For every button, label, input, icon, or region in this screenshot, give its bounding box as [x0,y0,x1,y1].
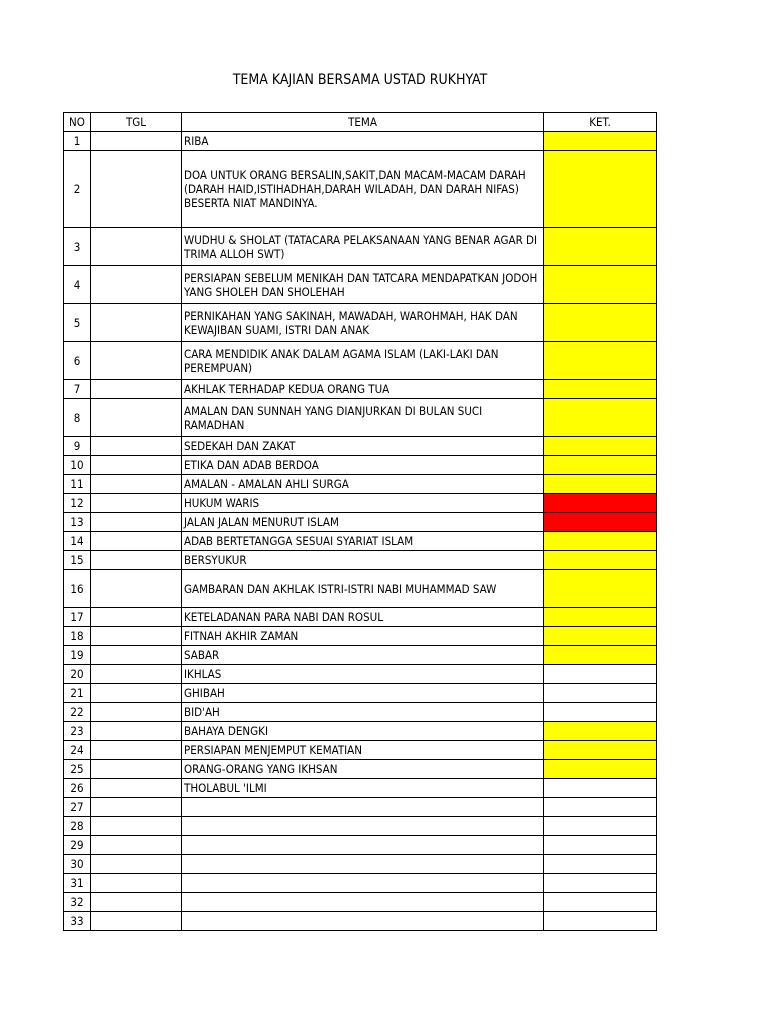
table-row [64,684,657,703]
cell-ket[interactable] [544,912,657,931]
table-row [64,532,657,551]
table-row [64,551,657,570]
cell-tgl[interactable] [91,380,182,399]
cell-tema[interactable]: DOA UNTUK ORANG BERSALIN,SAKIT,DAN MACAM-MACAM DARAH (DARAH HAID,ISTIHADHAH,DARAH WILADAH, DAN DARAH NIFAS) BESERTA NIAT MANDINYA. [182,151,544,228]
cell-tgl[interactable] [91,665,182,684]
cell-tgl[interactable] [91,456,182,475]
cell-tema[interactable] [182,893,544,912]
cell-ket[interactable] [544,798,657,817]
cell-tema[interactable] [182,874,544,893]
cell-ket[interactable] [544,722,657,741]
table-row [64,456,657,475]
table-row [64,817,657,836]
cell-tgl[interactable] [91,132,182,151]
cell-tema[interactable]: BERSYUKUR [182,551,544,570]
cell-no[interactable]: 25 [64,760,91,779]
cell-tgl[interactable] [91,855,182,874]
cell-no[interactable]: 17 [64,608,91,627]
cell-no[interactable]: 19 [64,646,91,665]
cell-tgl[interactable] [91,874,182,893]
cell-no[interactable]: 4 [64,266,91,304]
cell-no[interactable]: 2 [64,151,91,228]
cell-ket[interactable] [544,665,657,684]
cell-no[interactable]: 7 [64,380,91,399]
cell-tgl[interactable] [91,342,182,380]
table-row [64,627,657,646]
cell-tema[interactable] [182,798,544,817]
table-row [64,893,657,912]
table-row [64,741,657,760]
cell-tgl[interactable] [91,722,182,741]
cell-tema[interactable]: CARA MENDIDIK ANAK DALAM AGAMA ISLAM (LAKI-LAKI DAN PEREMPUAN) [182,342,544,380]
cell-tema[interactable]: PERNIKAHAN YANG SAKINAH, MAWADAH, WAROHMAH, HAK DAN KEWAJIBAN SUAMI, ISTRI DAN ANAK [182,304,544,342]
cell-tema[interactable]: ETIKA DAN ADAB BERDOA [182,456,544,475]
cell-no[interactable]: 8 [64,399,91,437]
cell-ket[interactable] [544,266,657,304]
cell-tema[interactable]: ADAB BERTETANGGA SESUAI SYARIAT ISLAM [182,532,544,551]
cell-ket[interactable] [544,817,657,836]
table-row [64,570,657,608]
table-row [64,608,657,627]
cell-ket[interactable] [544,437,657,456]
cell-ket[interactable] [544,855,657,874]
cell-no[interactable]: 11 [64,475,91,494]
cell-tema[interactable]: GAMBARAN DAN AKHLAK ISTRI-ISTRI NABI MUHAMMAD SAW [182,570,544,608]
table-row [64,779,657,798]
cell-tgl[interactable] [91,494,182,513]
table-row [64,722,657,741]
cell-ket[interactable] [544,836,657,855]
table-row [64,513,657,532]
document-title: TEMA KAJIAN BERSAMA USTAD RUKHYAT [232,72,488,88]
cell-ket[interactable] [544,532,657,551]
cell-ket[interactable] [544,779,657,798]
table-row [64,475,657,494]
cell-tema[interactable]: AMALAN - AMALAN AHLI SURGA [182,475,544,494]
cell-tema[interactable]: PERSIAPAN SEBELUM MENIKAH DAN TATCARA MENDAPATKAN JODOH YANG SHOLEH DAN SHOLEHAH [182,266,544,304]
cell-no[interactable]: 20 [64,665,91,684]
cell-tgl[interactable] [91,684,182,703]
cell-no[interactable]: 31 [64,874,91,893]
table-row [64,665,657,684]
table-row [64,151,657,228]
cell-tema[interactable]: GHIBAH [182,684,544,703]
cell-ket[interactable] [544,151,657,228]
cell-no[interactable]: 26 [64,779,91,798]
cell-tgl[interactable] [91,760,182,779]
cell-tgl[interactable] [91,741,182,760]
cell-no[interactable]: 6 [64,342,91,380]
cell-tgl[interactable] [91,798,182,817]
table-row [64,132,657,151]
cell-tgl[interactable] [91,817,182,836]
cell-no[interactable]: 9 [64,437,91,456]
cell-tema[interactable] [182,836,544,855]
cell-no[interactable]: 33 [64,912,91,931]
cell-no[interactable]: 30 [64,855,91,874]
table-row [64,912,657,931]
cell-no[interactable]: 32 [64,893,91,912]
table-row [64,760,657,779]
cell-ket[interactable] [544,494,657,513]
table-row [64,494,657,513]
cell-ket[interactable] [544,608,657,627]
cell-tgl[interactable] [91,570,182,608]
table-row [64,380,657,399]
cell-ket[interactable] [544,304,657,342]
cell-tema[interactable]: IKHLAS [182,665,544,684]
cell-no[interactable]: 18 [64,627,91,646]
header-tgl: TGL [91,113,182,132]
cell-tgl[interactable] [91,437,182,456]
cell-no[interactable]: 23 [64,722,91,741]
cell-ket[interactable] [544,456,657,475]
cell-no[interactable]: 29 [64,836,91,855]
table-row [64,342,657,380]
cell-tema[interactable]: ORANG-ORANG YANG IKHSAN [182,760,544,779]
cell-ket[interactable] [544,399,657,437]
cell-tema[interactable]: PERSIAPAN MENJEMPUT KEMATIAN [182,741,544,760]
cell-ket[interactable] [544,760,657,779]
cell-ket[interactable] [544,132,657,151]
cell-ket[interactable] [544,513,657,532]
cell-tema[interactable]: SEDEKAH DAN ZAKAT [182,437,544,456]
cell-ket[interactable] [544,342,657,380]
cell-tema[interactable]: HUKUM WARIS [182,494,544,513]
cell-tgl[interactable] [91,836,182,855]
cell-tgl[interactable] [91,151,182,228]
header-no: NO [64,113,91,132]
cell-ket[interactable] [544,627,657,646]
cell-tema[interactable]: RIBA [182,132,544,151]
cell-tgl[interactable] [91,779,182,798]
cell-tema[interactable]: BAHAYA DENGKI [182,722,544,741]
table-body [64,132,657,931]
table-row [64,304,657,342]
table-row [64,798,657,817]
cell-no[interactable]: 28 [64,817,91,836]
cell-no[interactable]: 27 [64,798,91,817]
cell-ket[interactable] [544,475,657,494]
cell-tema[interactable]: AKHLAK TERHADAP KEDUA ORANG TUA [182,380,544,399]
cell-no[interactable]: 5 [64,304,91,342]
cell-tgl[interactable] [91,608,182,627]
cell-tema[interactable]: WUDHU & SHOLAT (TATACARA PELAKSANAAN YANG BENAR AGAR DI TRIMA ALLOH SWT) [182,228,544,266]
cell-ket[interactable] [544,380,657,399]
table-row [64,703,657,722]
cell-ket[interactable] [544,874,657,893]
cell-ket[interactable] [544,893,657,912]
table-row [64,437,657,456]
cell-tgl[interactable] [91,627,182,646]
table-row [64,646,657,665]
table-row [64,399,657,437]
cell-tgl[interactable] [91,304,182,342]
cell-tgl[interactable] [91,399,182,437]
cell-tgl[interactable] [91,703,182,722]
table-row [64,266,657,304]
cell-tgl[interactable] [91,475,182,494]
header-row [64,113,657,132]
table-row [64,855,657,874]
cell-tgl[interactable] [91,551,182,570]
cell-tema[interactable]: AMALAN DAN SUNNAH YANG DIANJURKAN DI BULAN SUCI RAMADHAN [182,399,544,437]
cell-tgl[interactable] [91,266,182,304]
cell-ket[interactable] [544,684,657,703]
cell-no[interactable]: 10 [64,456,91,475]
cell-tgl[interactable] [91,646,182,665]
cell-no[interactable]: 21 [64,684,91,703]
cell-ket[interactable] [544,228,657,266]
cell-tema[interactable]: SABAR [182,646,544,665]
cell-tema[interactable]: BID'AH [182,703,544,722]
cell-no[interactable]: 12 [64,494,91,513]
cell-tgl[interactable] [91,893,182,912]
table-row [64,874,657,893]
cell-tema[interactable] [182,817,544,836]
cell-tema[interactable]: JALAN JALAN MENURUT ISLAM [182,513,544,532]
cell-no[interactable]: 22 [64,703,91,722]
cell-ket[interactable] [544,646,657,665]
table-row [64,836,657,855]
cell-no[interactable]: 14 [64,532,91,551]
cell-tema[interactable]: FITNAH AKHIR ZAMAN [182,627,544,646]
cell-ket[interactable] [544,703,657,722]
cell-no[interactable]: 15 [64,551,91,570]
cell-no[interactable]: 16 [64,570,91,608]
cell-tgl[interactable] [91,912,182,931]
cell-ket[interactable] [544,741,657,760]
cell-tgl[interactable] [91,532,182,551]
cell-tgl[interactable] [91,228,182,266]
cell-no[interactable]: 1 [64,132,91,151]
cell-no[interactable]: 24 [64,741,91,760]
cell-ket[interactable] [544,570,657,608]
header-tema: TEMA [182,113,544,132]
cell-no[interactable]: 3 [64,228,91,266]
header-ket: KET. [544,113,657,132]
cell-tema[interactable] [182,912,544,931]
cell-tema[interactable]: KETELADANAN PARA NABI DAN ROSUL [182,608,544,627]
cell-no[interactable]: 13 [64,513,91,532]
cell-tema[interactable]: THOLABUL 'ILMI [182,779,544,798]
cell-tema[interactable] [182,855,544,874]
table-row [64,228,657,266]
cell-ket[interactable] [544,551,657,570]
kajian-table [63,112,657,931]
cell-tgl[interactable] [91,513,182,532]
